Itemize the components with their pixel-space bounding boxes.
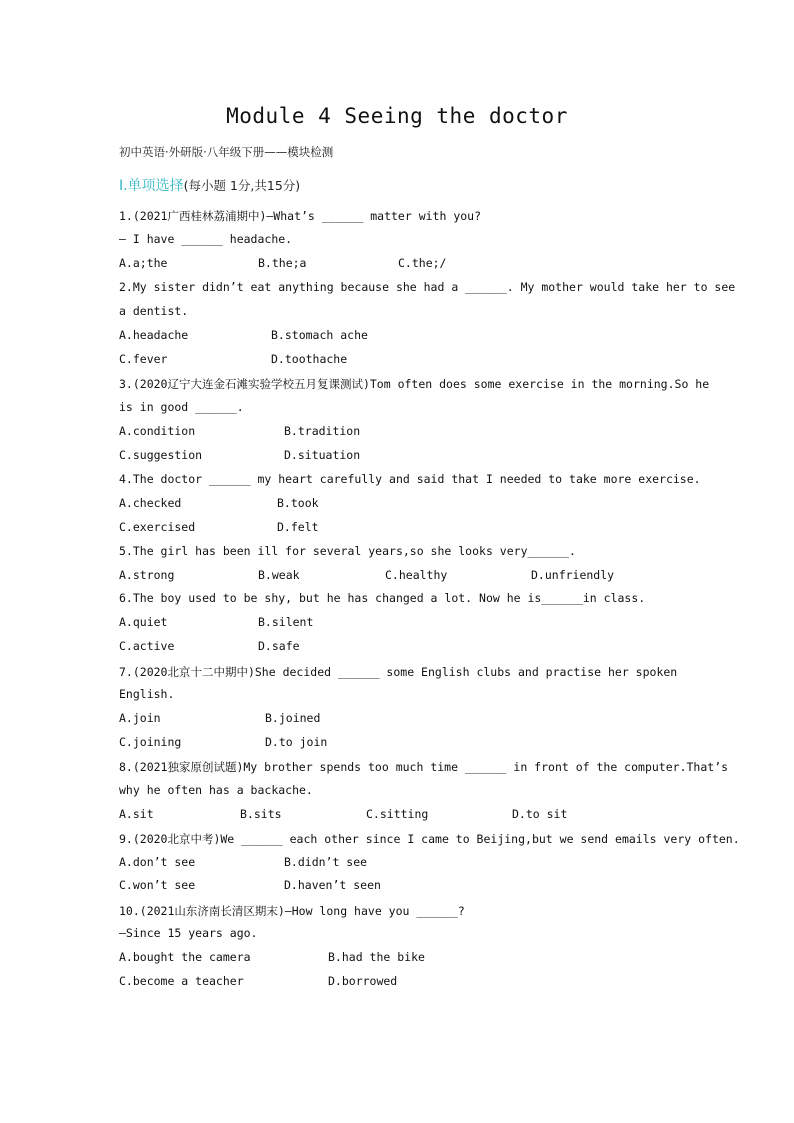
- question-6-option: A.quiet: [119, 615, 168, 629]
- question-1-option: C.the;/: [398, 256, 447, 270]
- question-1-text-line: 1.(2021广西桂林荔浦期中)—What’s ______ matter with you?: [119, 209, 482, 223]
- question-8-option: B.sits: [240, 807, 282, 821]
- question-9-option: C.won’t see: [119, 878, 196, 892]
- question-2-option: D.toothache: [271, 352, 348, 366]
- question-2-text-line: a dentist.: [119, 304, 189, 318]
- question-8-option: A.sit: [119, 807, 154, 821]
- question-3-text-line: is in good ______.: [119, 400, 244, 414]
- question-3-option: D.situation: [284, 448, 361, 462]
- question-2-option: C.fever: [119, 352, 168, 366]
- question-7-text-line: 7.(2020北京十二中期中)She decided ______ some English clubs and practise her spoken: [119, 665, 678, 679]
- question-9-text-line: 9.(2020北京中考)We ______ each other since I came to Beijing,but we send emails very often.: [119, 832, 740, 846]
- question-2-option: B.stomach ache: [271, 328, 368, 342]
- question-9-option: D.haven’t seen: [284, 878, 381, 892]
- question-2-text-line: 2.My sister didn’t eat anything because she had a ______. My mother would take her to see: [119, 280, 736, 294]
- question-10-option: D.borrowed: [328, 974, 398, 988]
- section-note: (每小题 1分,共15分): [183, 178, 301, 193]
- question-1-option: A.a;the: [119, 256, 168, 270]
- question-3-option: A.condition: [119, 424, 196, 438]
- question-5-option: B.weak: [258, 568, 300, 582]
- question-9-option: A.don’t see: [119, 855, 196, 869]
- page-subtitle: 初中英语·外研版·八年级下册——模块检测: [119, 145, 334, 159]
- section-title: Ⅰ.单项选择: [119, 178, 184, 194]
- question-10-option: A.bought the camera: [119, 950, 251, 964]
- question-4-option: B.took: [277, 496, 319, 510]
- question-4-text-line: 4.The doctor ______ my heart carefully and said that I needed to take more exercise.: [119, 472, 701, 486]
- question-1-text-line: — I have ______ headache.: [119, 232, 293, 246]
- question-7-option: D.to join: [265, 735, 328, 749]
- question-6-option: C.active: [119, 639, 175, 653]
- question-7-text-line: English.: [119, 687, 175, 701]
- question-3-text-line: 3.(2020辽宁大连金石滩实验学校五月复课测试)Tom often does some exercise in the morning.So he: [119, 377, 710, 391]
- question-7-option: B.joined: [265, 711, 321, 725]
- question-9-option: B.didn’t see: [284, 855, 368, 869]
- question-3-option: C.suggestion: [119, 448, 203, 462]
- question-5-text-line: 5.The girl has been ill for several years,so she looks very______.: [119, 544, 576, 558]
- question-8-text-line: 8.(2021独家原创试题)My brother spends too much time ______ in front of the computer.That’s: [119, 760, 729, 774]
- page-title: Module 4 Seeing the doctor: [226, 104, 568, 128]
- question-1-option: B.the;a: [258, 256, 307, 270]
- question-4-option: A.checked: [119, 496, 182, 510]
- question-5-option: C.healthy: [385, 568, 448, 582]
- question-2-option: A.headache: [119, 328, 189, 342]
- question-6-option: D.safe: [258, 639, 300, 653]
- question-7-option: C.joining: [119, 735, 182, 749]
- question-8-text-line: why he often has a backache.: [119, 783, 313, 797]
- question-5-option: D.unfriendly: [531, 568, 615, 582]
- question-6-option: B.silent: [258, 615, 314, 629]
- question-4-option: C.exercised: [119, 520, 196, 534]
- question-5-option: A.strong: [119, 568, 175, 582]
- question-3-option: B.tradition: [284, 424, 361, 438]
- question-10-text-line: 10.(2021山东济南长清区期末)—How long have you ______?: [119, 904, 465, 918]
- section-heading: [119, 175, 300, 195]
- question-10-option: C.become a teacher: [119, 974, 244, 988]
- question-8-option: D.to sit: [512, 807, 568, 821]
- question-6-text-line: 6.The boy used to be shy, but he has changed a lot. Now he is______in class.: [119, 591, 646, 605]
- question-8-option: C.sitting: [366, 807, 429, 821]
- question-10-option: B.had the bike: [328, 950, 425, 964]
- question-7-option: A.join: [119, 711, 161, 725]
- question-4-option: D.felt: [277, 520, 319, 534]
- question-10-text-line: —Since 15 years ago.: [119, 926, 258, 940]
